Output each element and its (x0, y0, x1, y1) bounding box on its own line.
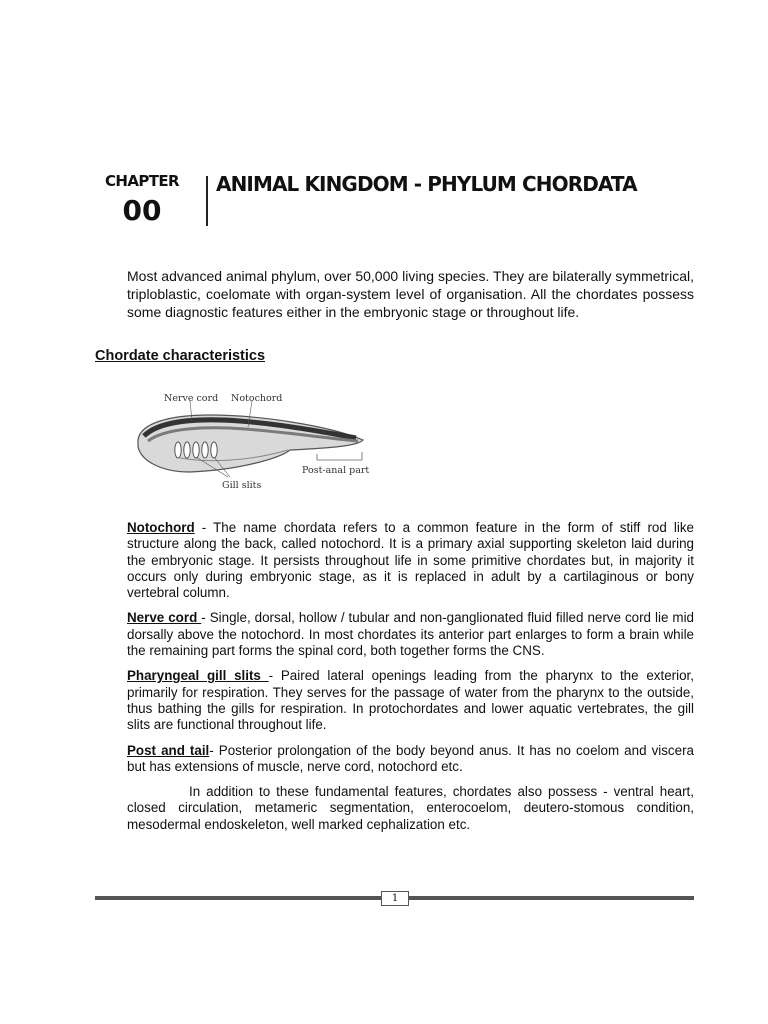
feature-separator: - (194, 520, 214, 535)
feature-text: Paired lateral openings leading from the pharynx to the exterior, primarily for respiration. They serves for the passage of water from the pharynx to the outside, thus bathing the gills for respiration. In protochordates and lower aquatic vertebrates, the gill slits are functional throughout life. (127, 668, 694, 733)
closing-paragraph: In addition to these fundamental features, chordates also possess - ventral heart, closed circulation, metameric segmentation, enterocoelom, deutero-stomous condition, mesodermal endoskeleton, well marked cephalization etc. (127, 784, 694, 832)
feature-separator: - (201, 610, 210, 626)
chapter-label: CHAPTER (105, 172, 179, 190)
feature-term: Post and tail (127, 742, 210, 758)
label-notochord: Notochord (231, 393, 283, 404)
feature-nerve-cord (127, 610, 694, 659)
feature-post-anal-tail (127, 743, 694, 776)
header-divider (206, 176, 208, 226)
feature-term: Nerve cord (127, 610, 202, 626)
feature-text: Posterior prolongation of the body beyond anus. It has no coelom and viscera but has extensions of muscle, nerve cord, notochord etc. (127, 742, 694, 774)
chapter-number: 00 (122, 194, 162, 227)
feature-term: Notochord (127, 520, 195, 535)
feature-notochord (127, 520, 694, 601)
post-anal-bracket (317, 452, 362, 460)
label-post-anal: Post-anal part (302, 465, 370, 476)
chapter-title: ANIMAL KINGDOM - PHYLUM CHORDATA (216, 172, 637, 196)
feature-text: Single, dorsal, hollow / tubular and non-ganglionated fluid filled nerve cord lie mid dorsally above the notochord. In most chordates its anterior part enlarges to form a brain while the remaining part forms the spinal cord, both together forms the CNS. (127, 610, 694, 659)
feature-separator: - (209, 742, 219, 758)
intro-paragraph: Most advanced animal phylum, over 50,000 living species. They are bilaterally symmetrical, triploblastic, coelomate with organ-system level of organisation. All the chordates possess some diagnostic features either in the embryonic stage or throughout life. (127, 268, 694, 320)
label-gill-slits: Gill slits (222, 480, 262, 491)
page-number: 1 (381, 891, 409, 906)
feature-gill-slits (127, 668, 694, 733)
feature-term: Pharyngeal gill slits (127, 668, 269, 684)
chordate-diagram (130, 388, 380, 493)
feature-separator: - (268, 668, 281, 684)
features-list (127, 520, 694, 842)
label-nerve-cord: Nerve cord (164, 393, 219, 404)
section-heading: Chordate characteristics (95, 348, 266, 364)
feature-text: The name chordata refers to a common feature in the form of stiff rod like structure along the back, called notochord. It is a primary axial supporting skeleton laid during the embryonic stage. It persists throughout life in some primitive chordates but, in majority it occurs only during embryonic stage, as it is replaced in adult by a cartilaginous or bony vertebral column. (127, 520, 694, 601)
